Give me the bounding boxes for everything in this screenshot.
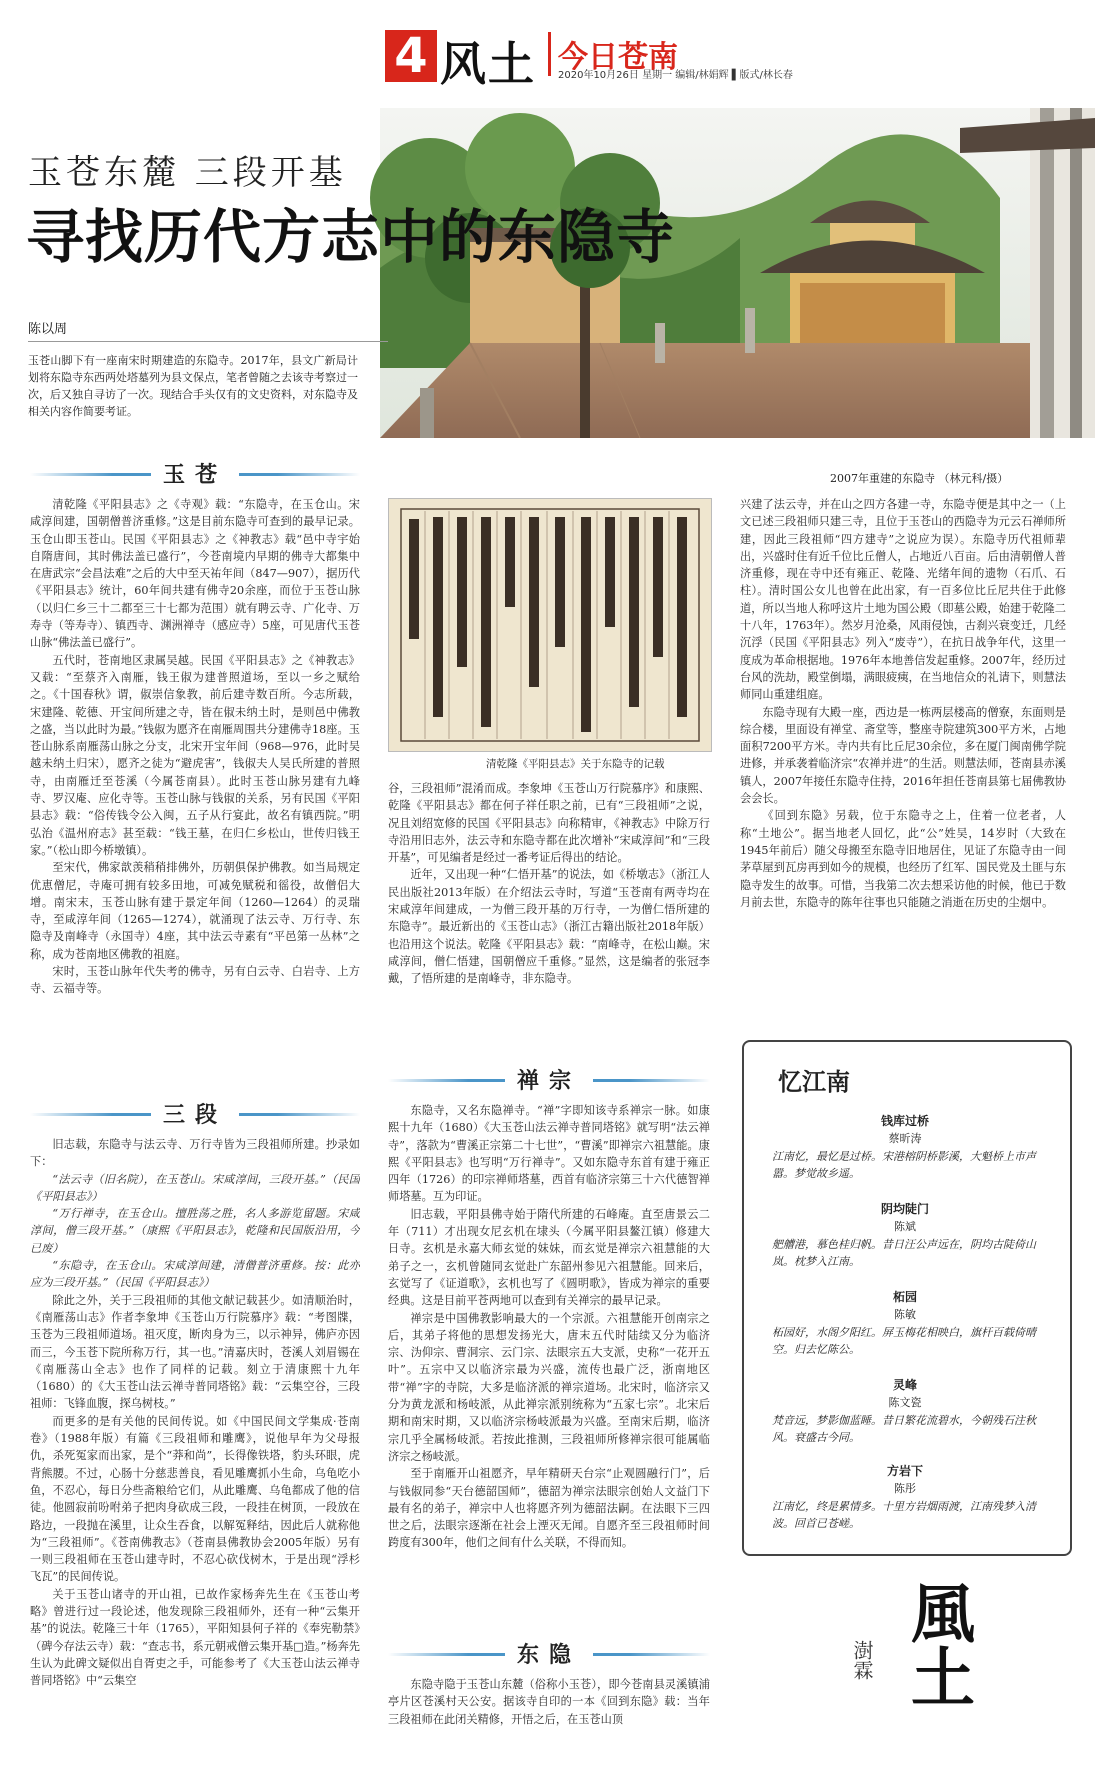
brand-title: 今日苍南 [558, 40, 678, 75]
poem-title: 方岩下 [886, 1464, 923, 1478]
paragraph: 旧志载，平阳县佛寺始于隋代所建的石峰庵。直至唐景云二年（711）才出现女尼玄机在埭头（今属平阳县鳌江镇）修建大日寺。玄机是永嘉大师玄觉的妹妹，而玄觉是禅宗六祖慧能的大弟子之一，玄机曾随同玄觉赴广东韶州参见六祖慧能。回来后，玄觉写了《证道歌》，玄机也写了《圆明歌》，皆成为禅宗的重要经典。这是目前平苍两地可以查到有关禅宗的最早记录。 [388, 1207, 710, 1308]
poem-author: 蔡昕涛 [888, 1132, 922, 1145]
paragraph: 宋时，玉苍山脉年代失考的佛寺，另有白云寺、白岩寺、上方寺、云福寺等。 [30, 965, 360, 996]
poem-author: 陈斌 [894, 1220, 916, 1233]
lede-paragraph: 玉苍山脚下有一座南宋时期建造的东隐寺。2017年，县文广新局计划将东隐寺东西两处塔墓列为县文保点，笔者曾随之去该寺考察过一次，后又独自寻访了一次。现结合手头仅有的文史资料，对东隐寺及相关内容作简要考证。 [28, 354, 358, 418]
column-2a [388, 780, 710, 988]
column-1b [30, 1136, 360, 1776]
quote-paragraph: “万行禅寺，在玉仓山。擅胜荡之胜，名人多游览留题。宋咸淳间，僧三段开基。”（康熙《平阳县志》，乾隆和民国版沿用，今已废） [30, 1207, 360, 1255]
paragraph: 禅宗是中国佛教影响最大的一个宗派。六祖慧能开创南宗之后，其弟子将他的思想发扬光大，唐末五代时陆续又分为临济宗、沩仰宗、曹洞宗、云门宗、法眼宗五大支派，史称“一花开五叶”。五宗中又以临济宗最为兴盛，流传也最广泛，浙南地区带“禅”字的寺院，大多是临济派的禅宗道场。北宋时，临济宗又分为黄龙派和杨岐派，从此禅宗派别统称为“五家七宗”。北宋后期和南宋时期，又以临济宗杨岐派最为兴盛。至南宋后期，临济宗几乎全属杨岐派。若按此推测，三段祖师所修禅宗很可能属临济宗之杨岐派。 [388, 1311, 710, 1463]
poem-text: 舥艚港，慕色桂归帆。昔日汪公声远在，阴均古陡倚山岚。枕梦入江南。 [772, 1238, 1036, 1268]
calligraphy-artwork: 風土 [900, 1580, 975, 1708]
article-subtitle: 玉苍东麓 三段开基 [28, 153, 347, 193]
poem-text: 江南忆，最忆是过桥。宋港榕阴桥影溪，大魁桥上市声嚣。梦觉故乡遥。 [772, 1150, 1036, 1180]
paragraph: 东隐寺现有大殿一座，西边是一栋两层楼高的僧寮，东面则是综合楼，里面设有禅堂、斋堂等，整座寺院建筑300平方米，占地面积7200平方米。寺内共有比丘尼30余位，多在厦门闽南佛学院进修，并承袭着临济宗“农禅并进”的生活。则慧法师，苍南县赤溪镇人，2007年接任东隐寺住持，2016年担任苍南县第七届佛教协会会长。 [740, 705, 1066, 806]
poem-text: 柘园好，水阁夕阳红。屏玉梅花相映白，旗杆百载倚晴空。归去忆陈公。 [772, 1326, 1036, 1356]
document-caption: 清乾隆《平阳县志》关于东隐寺的记载 [486, 758, 665, 770]
page-number: 4 [385, 30, 437, 82]
section-title: 风土 [440, 37, 536, 91]
paragraph: 清乾隆《平阳县志》之《寺观》载：“东隐寺，在玉仓山。宋咸淳间建，国朝僧普济重修。”这是目前东隐寺可查到的最早记录。玉仓山即玉苍山。民国《平阳县志》之《神教志》载“邑中寺宇始自隋唐间，其时佛法盖已盛行”，今苍南境内早期的佛寺大都集中在唐武宗“会昌法难”之后的大中至天祐年间（847—907），据历代《平阳县志》统计，60年间共建有佛寺20余座，而位于玉苍山脉（以归仁乡三十二都至三十七都为范围）就有聘云寺、广化寺、万寿寺（等寿寺）、镇西寺、渊洲禅寺（感应寺）5座，可见唐代玉苍山脉“佛法盖已盛行”。 [30, 498, 360, 650]
paragraph: 至宋代，佛家歆羡稍稍排佛外，历朝俱保护佛教。如当局规定优恵僧尼，寺庵可拥有较多田地，可减免赋税和徭役，故僧侣大增。南宋末，玉苍山脉有建于景定年间（1260—1264）的灵瑞寺，至咸淳年间（1265—1274），就涌现了法云寺、万行寺、东隐寺及南峰寺（永国寺）4座，其中法云寺素有“平邑第一丛林”之称，成为苍南地区佛教的祖庭。 [30, 861, 360, 961]
paragraph: 谷，三段祖师”混淆而成。李象坤《玉苍山万行院慕序》和康熙、乾隆《平阳县志》都在何子祥任职之前，已有“三段祖师”之说，况且刘绍宽修的民国《平阳县志》向称精审，《神教志》中除万行寺沿用旧志外，法云寺和东隐寺都在此次增补“宋咸淳间”和“三段开基”，可见编者是经过一番考证后得出的结论。 [388, 782, 710, 865]
poem-author: 陈彤 [894, 1482, 916, 1495]
paragraph: 至于南雁开山祖愿齐，早年精研天台宗“止观圆融行门”，后与钱俶同参“天台德韶国师”，德韶为禅宗法眼宗创始人文益门下最有名的弟子，禅宗中人也将愿齐列为德韶法嗣。在法眼下三四世之后，法眼宗逐渐在社会上湮灭无闻。自愿齐至三段祖师时间跨度有300年，他们之间有什么关联，不得而知。 [388, 1467, 710, 1550]
paragraph: 东隐寺隐于玉苍山东麓（俗称小玉苍），即今苍南县灵溪镇浦亭片区苍溪村天公安。据该寺自印的一本《回到东隐》载：当年三段祖师在此闭关精修，开悟之后，在玉苍山顶 [388, 1678, 710, 1726]
paragraph: 《回到东隐》另载，位于东隐寺之上，住着一位老者，人称“土地公”。据当地老人回忆，此“公”姓吴，14岁时（大致在1945年前后）随父母搬至东隐寺旧地居住，见证了东隐寺由一间茅草屋到瓦房再到如今的规模，也经历了红军、国民党及土匪与东隐寺发生的故事。可惜，当我第二次去想采访他的时候，他已于数月前去世，东隐寺的陈年往事也只能随之消逝在历史的尘烟中。 [740, 809, 1066, 909]
poem-text: 梵音远，梦影伽蓝睡。昔日繁花流碧水，今朝残石注秋风。衰盛古今同。 [772, 1414, 1036, 1444]
poem-title: 柘园 [892, 1290, 917, 1304]
column-2c [388, 1676, 710, 1776]
quote-paragraph: “东隐寺，在玉仓山。宋咸淳间建，清僧普济重修。按：此亦应为三段开基。”（民国《平阳县志》） [30, 1259, 360, 1290]
author-byline: 陈以周 [28, 318, 388, 342]
paragraph: 旧志载，东隐寺与法云寺、万行寺皆为三段祖师所建。抄录如下： [30, 1138, 360, 1169]
poem-author: 陈文瓷 [888, 1396, 922, 1409]
section-head-sanduan: 三段 [30, 1098, 360, 1128]
poem-title: 阴均陡门 [880, 1202, 929, 1216]
column-3 [740, 496, 1066, 911]
quote-paragraph: “法云寺（旧名院），在玉苍山。宋咸淳间，三段开基。”（民国《平阳县志》） [30, 1172, 360, 1203]
issue-meta: 2020年10月26日 星期一 编辑/林娟辉 ▌版式/林长春 [558, 70, 793, 81]
paragraph: 除此之外，关于三段祖师的其他文献记载甚少。如清顺治时，《南雁荡山志》作者李象坤《玉苍山万行院慕序》载：“考图牒，玉苍为三段祖师道场。祖灭度，断肉身为三，以示神异，佛庐亦因而三，今玉苍下院所称万行，其一也。”清嘉庆时，苍溪人刘眉锡在《南雁荡山全志》也作了同样的记载。刻立于清康熙十九年（1680）的《大玉苍山法云禅寺普同塔铭》载：“云集空谷，三段祖师：飞锋血腹，探乌树枝。” [30, 1293, 360, 1411]
poem-author: 陈敏 [894, 1308, 916, 1321]
column-2b [388, 1102, 710, 1552]
paragraph: 而更多的是有关他的民间传说。如《中国民间文学集成·苍南卷》（1988年版）有篇《三段祖师和雕鹰》，说他早年为父母报仇，杀死冤家而出家，是个“莽和尚”，长得像铁塔，豹头环眼，虎背熊腰。不过，心肠十分慈悲善良，看见雕鹰抓小生命，乌龟吃小鱼，不忍心，每日分些斋粮给它们，从此雕鹰、乌龟都成了他的信徒。他圆寂前吩咐弟子把肉身砍成三段，一段挂在树顶，一段放在路边，一段抛在溪里，让众生吞食，以解冤释结，因此后人就称他为“三段祖师”。《苍南佛教志》（苍南县佛教协会2005年版）另有一则三段祖师在玉苍山建寺时，不忍心砍伐树木，于是出现“浮杉飞瓦”的民间传说。 [30, 1414, 360, 1584]
section-head-dongyin: 东隐 [388, 1638, 710, 1668]
poem-title: 钱库过桥 [880, 1114, 929, 1128]
paragraph: 关于玉苍山诸寺的开山祖，已故作家杨奔先生在《玉苍山考略》曾进行过一段论述，他发现除三段祖师外，还有一种“云集开基”的说法。乾隆三十年（1765），平阳知县何子祥的《奉宪勒禁》（碑今存法云寺）载：“查志书，系元朝戒僧云集开基□造。”杨奔先生认为此碑文疑似出自胥吏之手，可能参考了《大玉苍山法云禅寺普同塔铭》中“云集空 [30, 1587, 360, 1688]
paragraph: 东隐寺，又名东隐禅寺。“禅”字即知该寺系禅宗一脉。如康熙十九年（1680）《大玉苍山法云禅寺普同塔铭》就写明“法云禅寺”，落款为“曹溪正宗第二十七世”，“曹溪”即禅宗六祖慧能。康熙《平阳县志》也写明“万行禅寺”。又如东隐寺东首有建于雍正四年（1726）的印宗禅师塔墓，西首有临济宗第三十六代德智禅师塔墓。互为印证。 [388, 1104, 710, 1204]
masthead-divider [548, 32, 551, 76]
paragraph: 兴建了法云寺，并在山之四方各建一寺，东隐寺便是其中之一（上文已述三段祖师只建三寺，且位于玉苍山的西隐寺为元云石禅师所建，因此三段祖师“四方建寺”之说应为误）。东隐寺历代祖师辈出，兴盛时住有近千位比丘僧人，占地近八百亩。后由清朝僧人普济重修，现在寺中还有雍正、乾隆、光绪年间的遗物（石爪、石柱）。清时国公女儿也曾在此出家，有一百多位比丘尼共住于此修道，所以当地人称呼这片土地为国公殿（即墓公殿，始建于乾隆二十八年，1763年）。然岁月沧桑，风雨侵蚀，古刹兴衰变迁，几经沉浮（民国《平阳县志》列入“废寺”），在抗日战争年代，这里一度成为革命根据地。1976年本地善信发起重修。2007年，经历过台风的洗劫，殿堂倒塌，满眼疲痍，在当地信众的礼请下，则慧法师同山重建组庭。 [740, 498, 1066, 702]
poem-text: 江南忆，终是累情多。十里方岩烟雨渡，江南残梦入清波。回首已苍嵯。 [772, 1500, 1036, 1530]
section-head-chanzong: 禅宗 [388, 1064, 710, 1094]
county-gazetteer-photo [388, 498, 712, 752]
calligraphy-signature: 澍霖 [850, 1640, 874, 1680]
section-head-yucang: 玉苍 [30, 458, 360, 488]
paragraph: 五代时，苍南地区隶属吴越。民国《平阳县志》之《神教志》又载：“至蔡齐入南雁，钱王俶为建普照道场，至以一乡之赋给之。《十国春秋》谓，俶崇信象教，前后建寺数百所。今志所载，宋建隆、乾德、开宝间所建之寺，皆在俶未纳土时，是则邑中佛教之盛，当以此时为最。”钱俶为愿齐在南雁周围共分建佛寺18座。玉苍山脉系南雁荡山脉之分支，北宋开宝年间（968—976，此时吴越未纳土归宋），愿齐之徒为“避虎害”，钱俶夫人吴氏所建的普照寺，由南雁迁至苍溪（今属苍南县）。此时玉苍山脉另建有九峰寺、罗汉庵、应化寺等。玉苍山脉与钱俶的关系，另有民国《平阳县志》载：“俗传钱令公入闽，五子从行宴此，故名有镇西院。”明弘治《温州府志》甚至载：“钱王墓，在归仁乡松山，世传归钱王家。”（松山即今桥墩镇）。 [30, 653, 360, 857]
poem-box-title: 忆江南 [778, 1068, 850, 1096]
column-1 [30, 496, 360, 998]
photo-caption: 2007年重建的东隐寺 （林元科/摄） [830, 472, 1009, 485]
poem-title: 灵峰 [892, 1378, 917, 1392]
article-title: 寻找历代方志中的东隐寺 [26, 203, 676, 271]
paragraph: 近年，又出现一种“仁悟开基”的说法，如《桥墩志》（浙江人民出版社2013年版）在介绍法云寺时，写道“玉苍南有两寺均在宋咸淳年间建成，一为僧三段开基的万行寺，一为僧仁悟所建的东隐寺”。最近新出的《玉苍山志》（浙江古籍出版社2018年版）也沿用这个说法。乾隆《平阳县志》载：“南峰寺，在松山巅。宋咸淳间，僧仁悟建，国朝僧应千重修。”显然，这是编者的张冠李戴，了悟所建的是南峰寺，非东隐寺。 [388, 868, 710, 986]
